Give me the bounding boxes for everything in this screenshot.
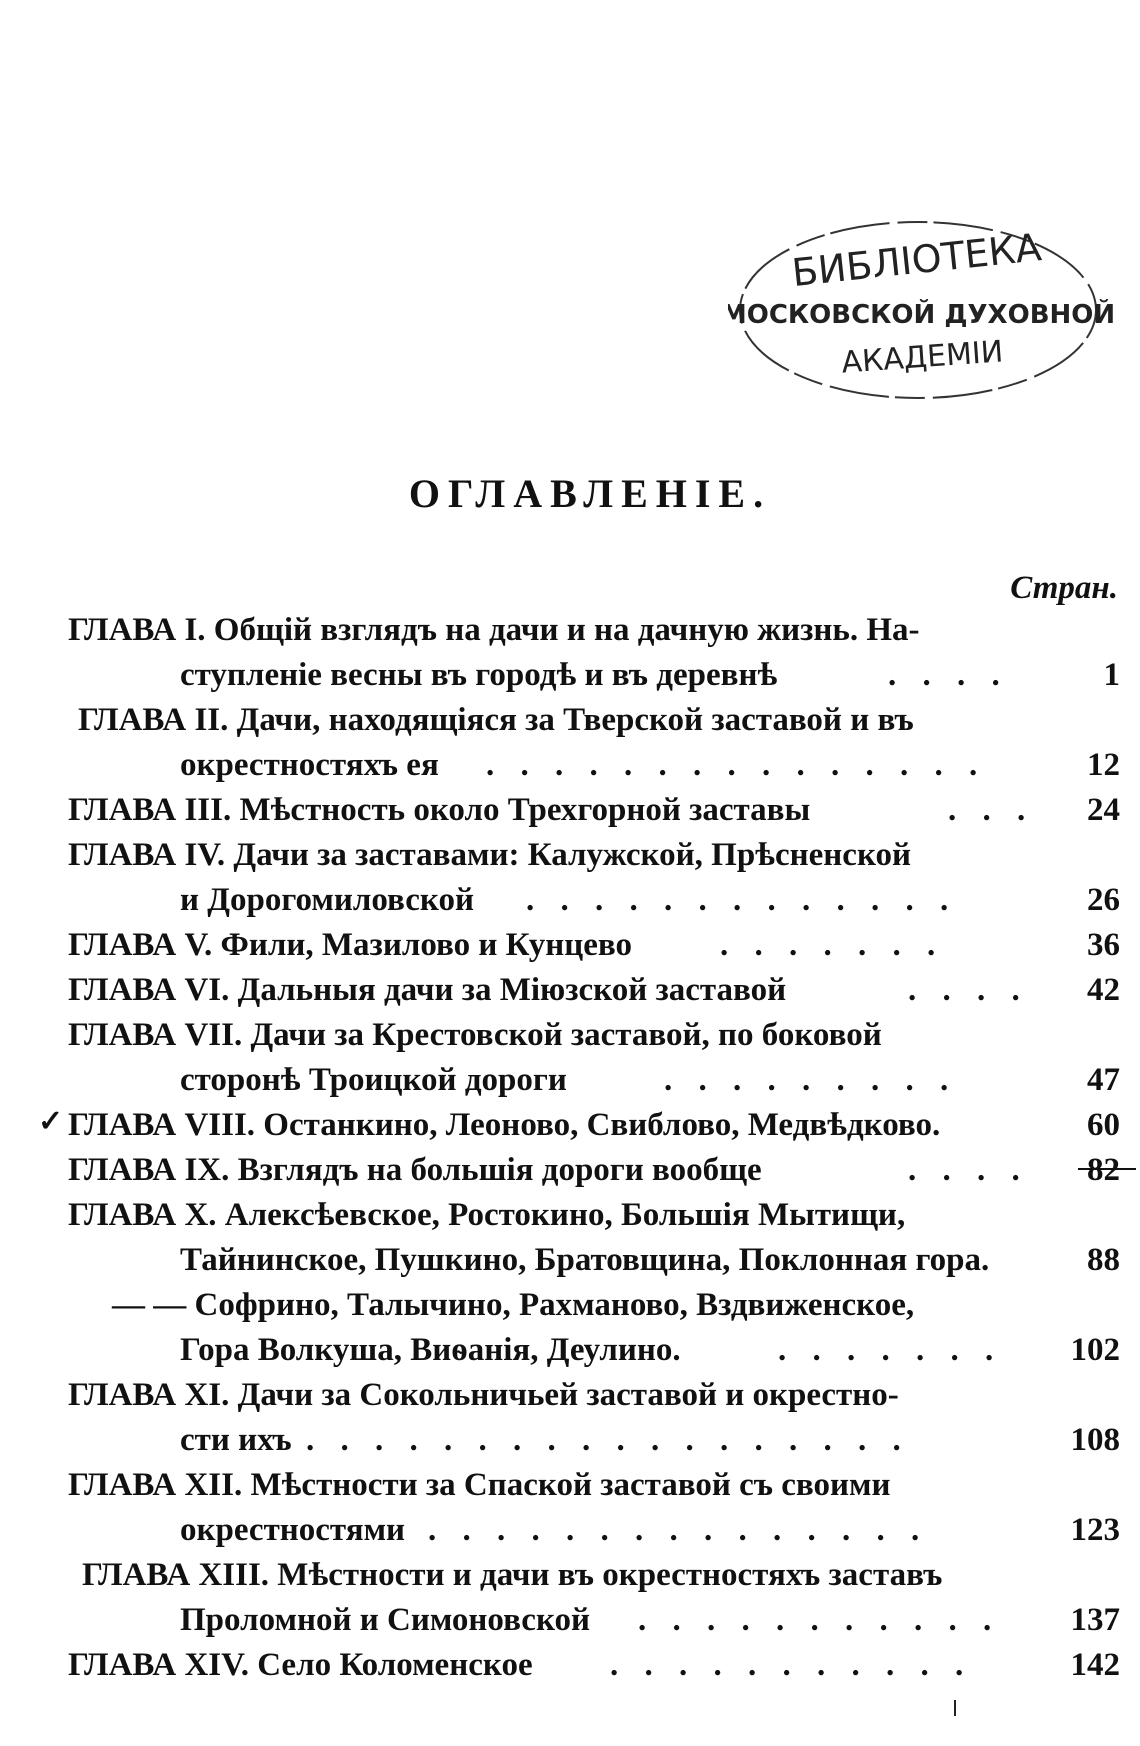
toc-leader-dots: . . . . <box>908 1152 1029 1188</box>
page-column-header: Стран. <box>1010 570 1118 606</box>
toc-page-number: 123 <box>1070 1512 1120 1548</box>
toc-page-number: 108 <box>1070 1422 1120 1458</box>
toc-line <box>68 747 1126 791</box>
toc-page-number: 24 <box>1087 792 1120 828</box>
toc-leader-dots: . . . . . . . <box>778 1332 1003 1368</box>
toc-page-number: 42 <box>1087 972 1120 1008</box>
toc-line-text: — — Софрино, Талычино, Рахманово, Вздвиженское, <box>112 1287 915 1323</box>
toc-line-text: окрестностяхъ ея <box>180 747 439 783</box>
toc-line <box>68 1647 1126 1691</box>
toc-line-text: ГЛАВА XIV. Село Коломенское <box>68 1647 533 1683</box>
toc-line-text: сторонѣ Троицкой дороги <box>180 1062 567 1098</box>
toc-line-text: Гора Волкуша, Виѳанія, Деулино. <box>180 1332 681 1368</box>
toc-line <box>68 1557 1126 1601</box>
ink-mark <box>954 1700 956 1716</box>
toc-leader-dots: . . . . . . . . . . . . . . . <box>486 747 987 783</box>
toc-line-text: Проломной и Симоновской <box>180 1602 591 1638</box>
toc-leader-dots: . . . <box>948 792 1035 828</box>
toc-line <box>68 1152 1126 1196</box>
stamp-line-2: МОСКОВСКОЙ ДУХОВНОЙ <box>728 300 1116 330</box>
toc-line-text: ГЛАВА II. Дачи, находящіяся за Тверской заставой и въ <box>78 702 914 738</box>
toc-page-number: 142 <box>1070 1647 1120 1683</box>
stamp-line-1: БИБЛІОТЕКА <box>789 225 1044 296</box>
toc-line-text: окрестностями <box>180 1512 406 1548</box>
toc-line <box>68 1242 1126 1286</box>
toc-line <box>68 1062 1126 1106</box>
toc-line <box>68 657 1126 701</box>
toc-line-text: ГЛАВА IX. Взглядъ на большія дороги вообще <box>68 1152 762 1188</box>
check-mark-icon: ✓ <box>38 1105 64 1138</box>
toc-line-text: ГЛАВА XI. Дачи за Сокольничьей заставой и окрестно- <box>68 1377 899 1413</box>
toc-page-number: 12 <box>1087 747 1120 783</box>
toc-line-text: ГЛАВА I. Общій взглядъ на дачи и на дачную жизнь. На- <box>68 612 920 648</box>
stamp-line-3: АКАДЕМІИ <box>840 334 1005 381</box>
toc-leader-dots: . . . . . . . <box>720 927 945 963</box>
toc-page-number: 82 <box>1087 1152 1120 1188</box>
toc-leader-dots: . . . . . . . . . <box>664 1062 958 1098</box>
toc-line-text: ГЛАВА XIII. Мѣстности и дачи въ окрестностяхъ заставъ <box>82 1557 943 1593</box>
toc-line <box>68 1422 1126 1466</box>
toc-leader-dots: . . . . . . . . . . . <box>610 1647 973 1683</box>
toc-leader-dots: . . . . . . . . . . . . . <box>526 882 958 918</box>
toc-line <box>68 1107 1126 1151</box>
toc-page-number: 47 <box>1087 1062 1120 1098</box>
toc-line-text: ГЛАВА X. Алексѣевское, Ростокино, Большія Мытищи, <box>68 1197 906 1233</box>
library-stamp <box>728 205 1128 415</box>
toc-leader-dots: . . . . . . . . . . . <box>638 1602 1001 1638</box>
toc-line <box>68 612 1126 656</box>
toc-page-number: 36 <box>1087 927 1120 963</box>
toc-line <box>68 1332 1126 1376</box>
toc-page-number: 88 <box>1087 1242 1120 1278</box>
toc-line <box>68 1017 1126 1061</box>
toc-line <box>68 702 1126 746</box>
toc-leader-dots: . . . . <box>908 972 1029 1008</box>
toc-line <box>68 1602 1126 1646</box>
toc-line <box>68 1197 1126 1241</box>
stamp-seal-icon <box>728 205 1128 415</box>
toc-line <box>68 1512 1126 1556</box>
page-title: ОГЛАВЛЕНІЕ. <box>408 471 772 516</box>
toc-line <box>68 1377 1126 1421</box>
toc-line-text: Тайнинское, Пушкино, Братовщина, Поклонная гора. <box>180 1242 990 1278</box>
toc-line <box>68 792 1126 836</box>
toc-leader-dots: . . . . <box>888 657 1009 693</box>
toc-line-text: и Дорогомиловской <box>180 882 475 918</box>
toc-page-number: 102 <box>1070 1332 1120 1368</box>
toc-line <box>68 927 1126 971</box>
toc-leader-dots: . . . . . . . . . . . . . . . <box>428 1512 929 1548</box>
toc-page-number: 60 <box>1087 1107 1120 1143</box>
toc-page-number: 1 <box>1103 657 1120 693</box>
toc-line <box>68 972 1126 1016</box>
toc-line <box>68 1287 1126 1331</box>
toc-line-text: сти ихъ <box>180 1422 292 1458</box>
toc-line <box>68 1467 1126 1511</box>
toc-leader-dots: . . . . . . . . . . . . . . . . . . <box>306 1422 910 1458</box>
toc-line <box>68 882 1126 926</box>
toc-line-text: ГЛАВА VI. Дальныя дачи за Міюзской заставой <box>68 972 787 1008</box>
toc-page-number: 26 <box>1087 882 1120 918</box>
toc-line-text: ГЛАВА V. Фили, Мазилово и Кунцево <box>68 927 633 963</box>
toc-line-text: ГЛАВА III. Мѣстность около Трехгорной заставы <box>68 792 811 828</box>
toc-line-text: ГЛАВА VII. Дачи за Крестовской заставой, по боковой <box>68 1017 882 1053</box>
toc-line-text: ступленіе весны въ городѣ и въ деревнѣ <box>180 657 778 693</box>
toc-page-number: 137 <box>1070 1602 1120 1638</box>
toc-line-text: ГЛАВА IV. Дачи за заставами: Калужской, Прѣсненской <box>68 837 912 873</box>
toc-line <box>68 837 1126 881</box>
toc-line-text: ГЛАВА VIII. Останкино, Леоново, Свиблово, Медвѣдково. <box>68 1107 941 1143</box>
toc-line-text: ГЛАВА XII. Мѣстности за Спаской заставой съ своими <box>68 1467 891 1503</box>
